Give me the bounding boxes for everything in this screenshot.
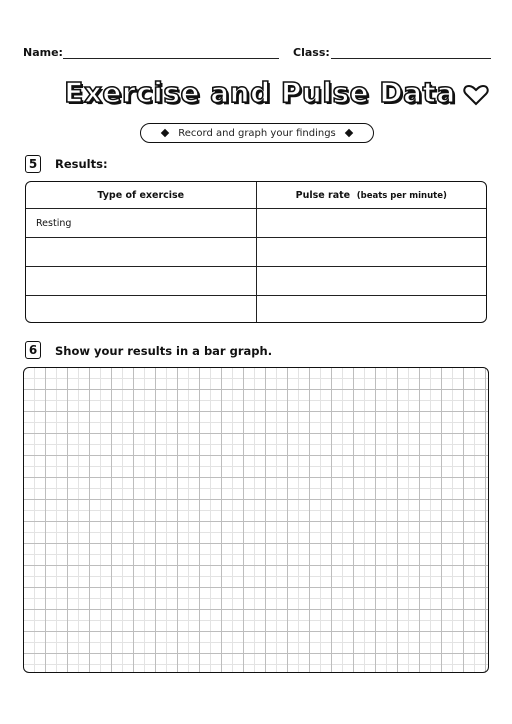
subtitle-text: Record and graph your findings: [178, 127, 336, 139]
exercise-cell[interactable]: [26, 296, 256, 324]
class-field[interactable]: [331, 58, 491, 59]
section-5-number: 5: [25, 155, 41, 173]
exercise-cell[interactable]: [26, 238, 256, 267]
page-title: Exercise and Pulse Data: [64, 76, 456, 109]
exercise-cell[interactable]: [26, 267, 256, 296]
class-label: Class:: [293, 46, 330, 59]
table-row: [26, 267, 486, 296]
diamond-icon: [161, 129, 169, 137]
bar-graph-grid[interactable]: [23, 367, 489, 673]
section-6-title: Show your results in a bar graph.: [55, 344, 273, 358]
pulse-cell[interactable]: [256, 209, 486, 238]
section-5-title: Results:: [55, 157, 108, 171]
table-header-row: [26, 182, 486, 209]
table-row: [26, 209, 486, 238]
name-label: Name:: [23, 46, 63, 59]
diamond-icon: [345, 129, 353, 137]
pulse-unit: (beats per minute): [356, 190, 447, 201]
table-row: [26, 238, 486, 267]
heart-icon: [463, 84, 489, 106]
name-field[interactable]: [63, 58, 279, 59]
pulse-cell[interactable]: [256, 267, 486, 296]
subtitle-banner: [140, 123, 374, 143]
col-exercise-header: Type of exercise: [26, 182, 256, 209]
exercise-cell[interactable]: Resting: [26, 209, 256, 238]
pulse-cell[interactable]: [256, 296, 486, 324]
section-6-number: 6: [25, 341, 41, 359]
table-row: [26, 296, 486, 324]
results-table: [25, 181, 487, 323]
col-pulse-header: Pulse rate (beats per minute): [256, 182, 486, 209]
pulse-cell[interactable]: [256, 238, 486, 267]
